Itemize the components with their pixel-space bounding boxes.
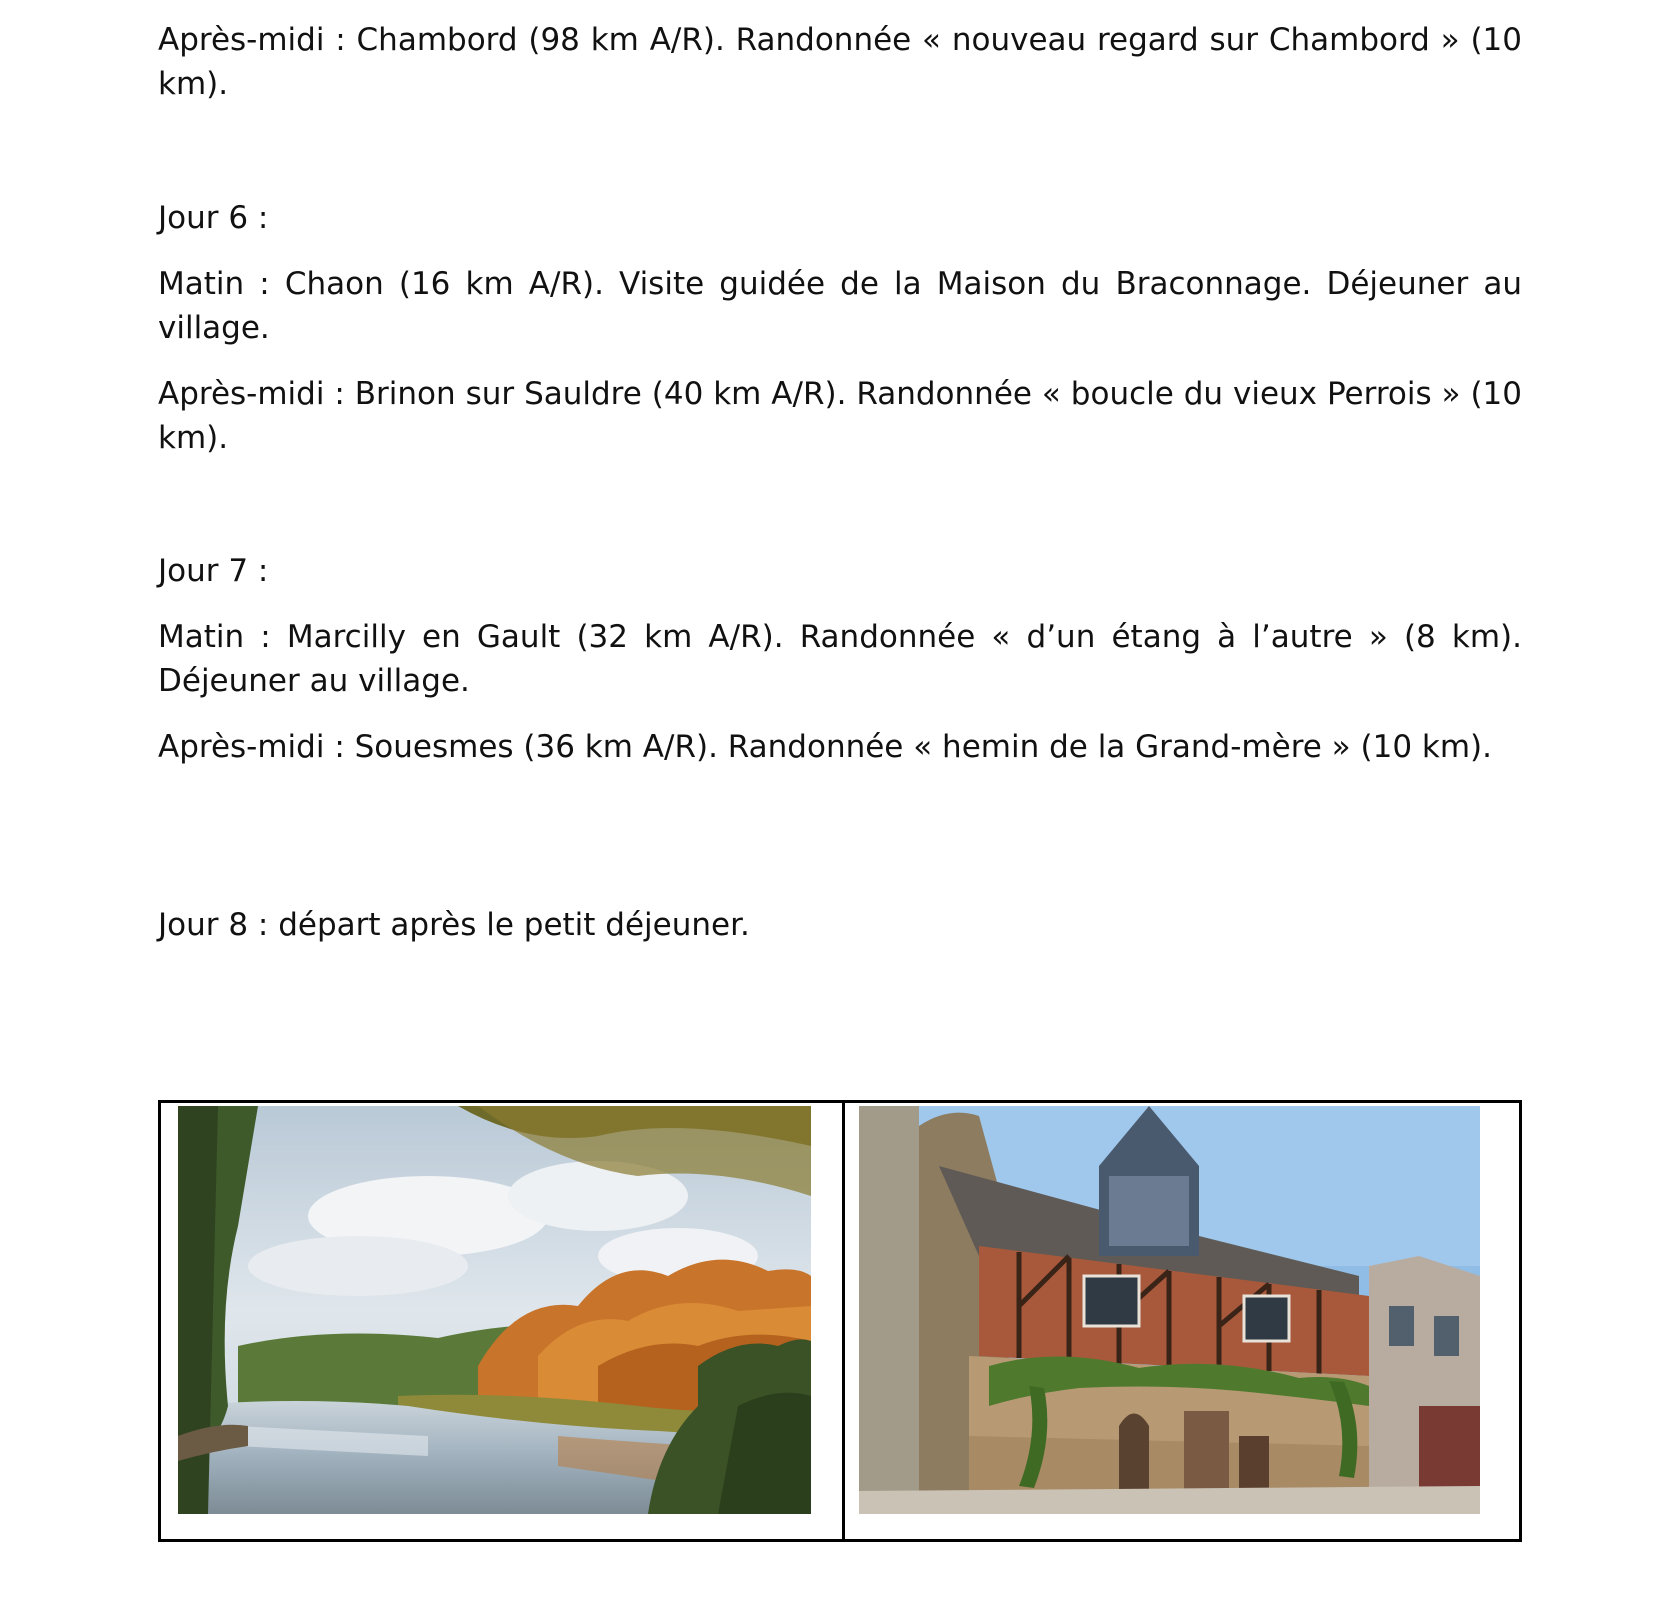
- table-divider: [842, 1103, 845, 1539]
- day6-heading: Jour 6 :: [158, 200, 269, 236]
- autumn-lake-photo: [178, 1106, 811, 1514]
- day6-morning-paragraph: Matin : Chaon (16 km A/R). Visite guidée de la Maison du Braconnage. Déjeuner au village.: [158, 266, 1522, 346]
- day8-paragraph: Jour 8 : départ après le petit déjeuner.: [158, 907, 750, 943]
- day5-afternoon-paragraph: Après-midi : Chambord (98 km A/R). Randonnée « nouveau regard sur Chambord » (10 km).: [158, 22, 1522, 102]
- photo-table: [158, 1100, 1522, 1542]
- day7-heading: Jour 7 :: [158, 553, 269, 589]
- day7-afternoon-paragraph: Après-midi : Souesmes (36 km A/R). Randonnée « hemin de la Grand-mère » (10 km).: [158, 729, 1492, 765]
- day6-afternoon-paragraph: Après-midi : Brinon sur Sauldre (40 km A/R). Randonnée « boucle du vieux Perrois » (10 km).: [158, 376, 1522, 456]
- day7-morning-paragraph: Matin : Marcilly en Gault (32 km A/R). Randonnée « d’un étang à l’autre » (8 km). Déjeuner au village.: [158, 619, 1522, 699]
- half-timbered-house-photo: [859, 1106, 1480, 1514]
